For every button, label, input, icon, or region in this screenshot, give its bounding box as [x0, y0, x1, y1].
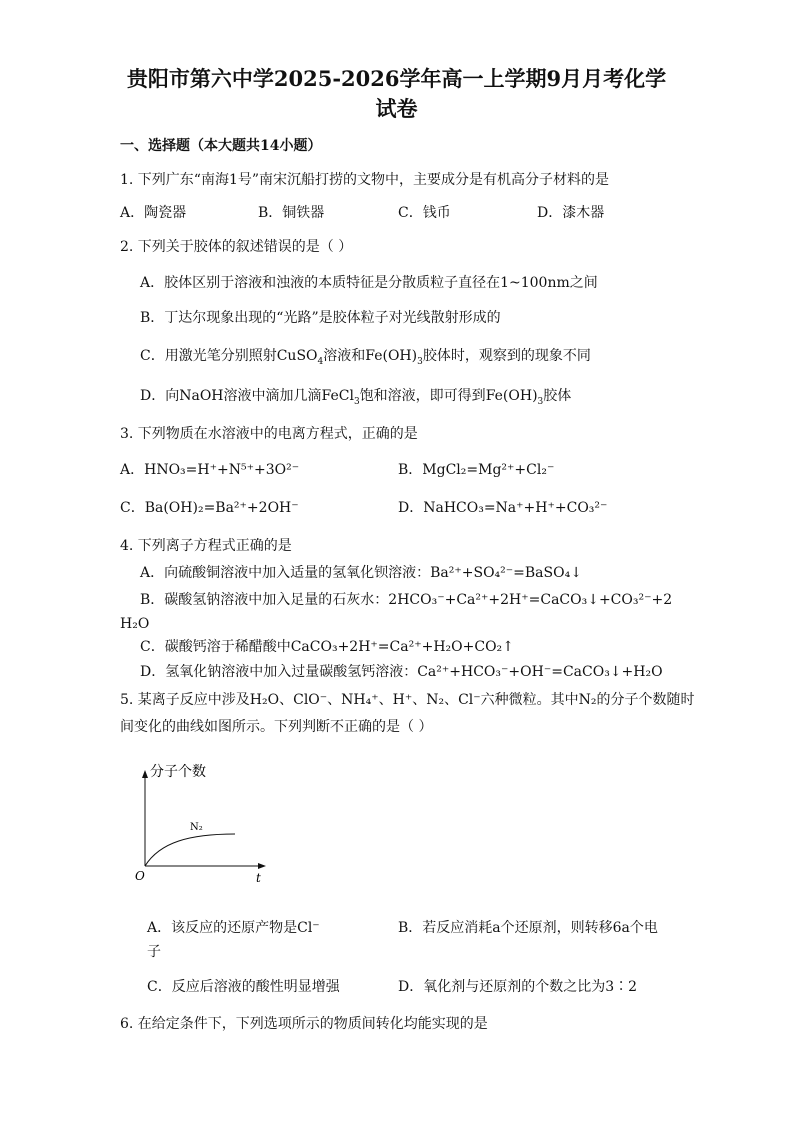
graph-origin-label: O [135, 869, 145, 883]
q2-c-post: 胶体时，观察到的现象不同 [422, 348, 591, 364]
q2-d-sub1: 3 [353, 396, 360, 407]
q4-option-c: C．碳酸钙溶于稀醋酸中CaCO₃+2H⁺=Ca²⁺+H₂O+CO₂↑ [140, 639, 514, 655]
graph-curve-label: N₂ [190, 822, 203, 833]
q2-d-formula2: Fe(OH) [485, 388, 538, 404]
q4-option-d: D．氢氧化钠溶液中加入过量碳酸氢钙溶液：Ca²⁺+HCO₃⁻+OH⁻=CaCO₃↓+H₂O [140, 664, 663, 680]
q5-option-c: C．反应后溶液的酸性明显增强 [147, 979, 340, 995]
graph-n2-curve [145, 834, 235, 866]
q2-option-a: A．胶体区别于溶液和浊液的本质特征是分散质粒子直径在1~100nm之间 [140, 275, 598, 291]
q2-option-b: B．丁达尔现象出现的“光路”是胶体粒子对光线散射形成的 [140, 310, 501, 326]
q3-option-c: C．Ba(OH)₂=Ba²⁺+2OH⁻ [120, 500, 299, 516]
q3-option-b: B．MgCl₂=Mg²⁺+Cl₂⁻ [398, 462, 555, 478]
q5-option-b-line2: 子 [147, 944, 161, 960]
q4-stem: 4. 下列离子方程式正确的是 [120, 538, 292, 554]
q5-option-a: A．该反应的还原产物是Cl⁻ [147, 920, 320, 936]
q1-option-c: C．钱币 [398, 205, 451, 221]
q2-d-formula1: FeCl [321, 388, 354, 404]
q1-option-b: B．铜铁器 [258, 205, 325, 221]
q1-option-d: D．漆木器 [537, 205, 605, 221]
q2-stem: 2. 下列关于胶体的叙述错误的是（ ） [120, 239, 353, 255]
q2-option-c [140, 346, 591, 366]
exam-title [90, 64, 703, 124]
q2-c-pre: C．用激光笔分别照射 [140, 348, 277, 364]
q4-option-b-line1: B．碳酸氢钠溶液中加入足量的石灰水：2HCO₃⁻+Ca²⁺+2H⁺=CaCO₃↓+CO₃²⁻+2 [140, 592, 673, 608]
graph-y-arrow [142, 770, 148, 778]
q3-stem: 3. 下列物质在水溶液中的电离方程式，正确的是 [120, 426, 418, 442]
q2-c-sub2: 3 [417, 356, 423, 367]
q1-stem: 1. 下列广东“南海1号”南宋沉船打捞的文物中，主要成分是有机高分子材料的是 [120, 172, 610, 188]
q2-d-sub2: 3 [537, 396, 544, 407]
q5-stem-line1: 5. 某离子反应中涉及H₂O、ClO⁻、NH₄⁺、H⁺、N₂、Cl⁻六种微粒。其中N₂的分子个数随时 [120, 692, 695, 708]
q2-d-pre: D．向NaOH溶液中滴加几滴 [140, 388, 322, 404]
q5-stem-line2: 间变化的曲线如图所示。下列判断不正确的是（ ） [120, 719, 433, 735]
q2-d-mid: 饱和溶液，即可得到 [359, 388, 486, 404]
graph-y-label: 分子个数 [150, 764, 206, 780]
title-line-2: 试卷 [375, 96, 418, 121]
q3-option-a: A．HNO₃=H⁺+N⁵⁺+3O²⁻ [120, 462, 300, 478]
graph-x-label: t [256, 871, 261, 885]
q6-stem: 6. 在给定条件下，下列选项所示的物质间转化均能实现的是 [120, 1016, 488, 1032]
q2-d-post: 胶体 [543, 388, 572, 404]
q2-option-d [140, 386, 571, 406]
q5-option-d: D．氧化剂与还原剂的个数之比为3∶2 [398, 979, 638, 995]
q2-c-sub1: 4 [317, 356, 324, 367]
q5-option-b-line1: B．若反应消耗a个还原剂，则转移6a个电 [398, 920, 658, 936]
title-line-1: 贵阳市第六中学2025-2026学年高一上学期9月月考化学 [126, 66, 667, 91]
q4-option-a: A．向硫酸铜溶液中加入适量的氢氧化钡溶液：Ba²⁺+SO₄²⁻=BaSO₄↓ [140, 565, 582, 581]
n2-molecule-graph [130, 758, 280, 888]
q2-c-mid: 溶液和 [323, 348, 366, 364]
q2-c-formula2: Fe(OH) [365, 348, 418, 364]
q1-option-a: A．陶瓷器 [120, 205, 187, 221]
q4-option-b-line2: H₂O [120, 616, 150, 632]
section-heading: 一、选择题（本大题共14小题） [120, 138, 322, 154]
q2-c-formula1: CuSO [276, 348, 318, 364]
q3-option-d: D．NaHCO₃=Na⁺+H⁺+CO₃²⁻ [398, 500, 608, 516]
graph-x-arrow [258, 863, 266, 869]
